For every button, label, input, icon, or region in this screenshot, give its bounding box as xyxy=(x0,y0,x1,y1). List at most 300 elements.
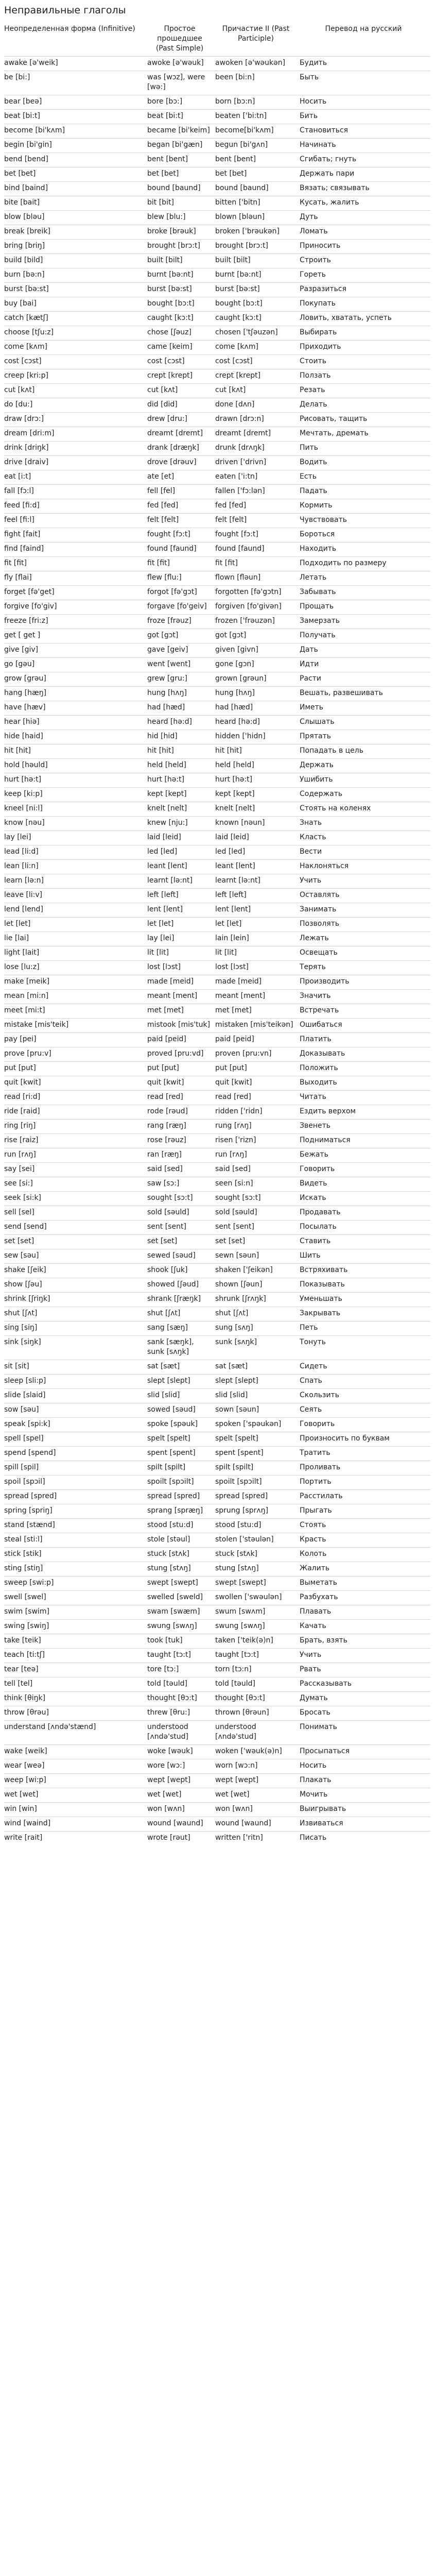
cell-translation: Портить xyxy=(300,1478,332,1486)
cell-infinitive: drink [driŋk] xyxy=(4,444,49,452)
cell-translation: Сеять xyxy=(300,1405,322,1414)
table-row xyxy=(4,802,430,817)
cell-past-simple: forgave [fo'geiv] xyxy=(147,602,207,611)
cell-translation: Красть xyxy=(300,1535,326,1544)
cell-past-simple: came [keim] xyxy=(147,343,193,351)
cell-past-participle: begun [bi'gʌn] xyxy=(215,141,268,149)
cell-past-participle: led [led] xyxy=(215,848,246,856)
cell-translation: Колоть xyxy=(300,1550,327,1558)
cell-infinitive: swell [swel] xyxy=(4,1593,46,1601)
cell-infinitive: pay [pei] xyxy=(4,1035,37,1043)
cell-past-simple: found [faund] xyxy=(147,545,197,553)
table-row xyxy=(4,629,430,643)
cell-translation: Прыгать xyxy=(300,1506,332,1515)
table-row xyxy=(4,918,430,932)
cell-past-participle: slid [slid] xyxy=(215,1391,248,1399)
cell-infinitive: throw [θrəu] xyxy=(4,1708,49,1717)
cell-translation: Гореть xyxy=(300,270,326,279)
cell-past-simple: fit [fit] xyxy=(147,559,170,567)
cell-infinitive: sow [səu] xyxy=(4,1405,39,1414)
cell-infinitive: quit [kwit] xyxy=(4,1078,41,1087)
cell-past-simple: sprang [spræŋ] xyxy=(147,1506,203,1515)
cell-past-participle: mistaken [mis'teikən] xyxy=(215,1021,293,1029)
cell-infinitive: spoil [spɔil] xyxy=(4,1478,45,1486)
cell-translation: Тратить xyxy=(300,1449,330,1457)
table-row xyxy=(4,1832,430,1846)
cell-translation: Брать, взять xyxy=(300,1636,347,1645)
table-row xyxy=(4,831,430,845)
table-row xyxy=(4,297,430,312)
cell-past-simple: swung [swʌŋ] xyxy=(147,1622,197,1630)
cell-infinitive: hide [haid] xyxy=(4,732,43,740)
table-row xyxy=(4,1605,430,1620)
cell-translation: Вести xyxy=(300,848,322,856)
cell-past-simple: sank [sæŋk], sunk [sʌŋk] xyxy=(147,1338,194,1356)
cell-infinitive: shake [ʃeik] xyxy=(4,1266,46,1274)
cell-translation: Извиваться xyxy=(300,1819,343,1827)
cell-past-simple: led [led] xyxy=(147,848,178,856)
table-row xyxy=(4,528,430,543)
cell-infinitive: hit [hit] xyxy=(4,747,31,755)
cell-infinitive: make [meik] xyxy=(4,977,50,986)
cell-translation: Говорить xyxy=(300,1420,335,1428)
table-row xyxy=(4,1336,430,1360)
cell-past-participle: sunk [sʌŋk] xyxy=(215,1338,257,1346)
cell-past-participle: wept [wept] xyxy=(215,1776,259,1784)
cell-infinitive: become [bi'kʌm] xyxy=(4,126,65,134)
cell-past-participle: worn [wɔ:n] xyxy=(215,1761,258,1770)
cell-past-simple: bet [bet] xyxy=(147,170,179,178)
cell-infinitive: read [ri:d] xyxy=(4,1093,41,1101)
cell-translation: Ушибить xyxy=(300,775,333,784)
cell-past-simple: bit [bit] xyxy=(147,198,174,207)
cell-past-participle: taught [tɔ:t] xyxy=(215,1651,259,1659)
cell-past-participle: fought [fɔ:t] xyxy=(215,530,258,538)
cell-translation: Выходить xyxy=(300,1078,337,1087)
cell-infinitive: break [breik] xyxy=(4,227,50,235)
table-row xyxy=(4,730,430,744)
cell-translation: Выбирать xyxy=(300,328,337,336)
cell-past-participle: heard [hə:d] xyxy=(215,718,260,726)
table-row xyxy=(4,1759,430,1774)
table-row xyxy=(4,1062,430,1076)
table-row xyxy=(4,1418,430,1432)
cell-translation: Искать xyxy=(300,1194,326,1202)
table-row xyxy=(4,817,430,831)
cell-translation: Делать xyxy=(300,400,327,409)
cell-past-participle: drunk [drʌŋk] xyxy=(215,444,265,452)
cell-past-simple: built [bilt] xyxy=(147,256,183,264)
cell-past-simple: rose [rəuz] xyxy=(147,1136,186,1144)
cell-past-participle: let [let] xyxy=(215,920,242,928)
cell-past-participle: swollen ['swəulən] xyxy=(215,1593,282,1601)
table-row xyxy=(4,1677,430,1692)
cell-translation: Стоять на коленях xyxy=(300,804,371,812)
cell-past-participle: given [givn] xyxy=(215,646,258,654)
cell-past-participle: wound [waund] xyxy=(215,1819,271,1827)
cell-past-simple: fed [fed] xyxy=(147,501,179,510)
cell-past-simple: heard [hə:d] xyxy=(147,718,192,726)
table-row xyxy=(4,1519,430,1533)
table-header-row xyxy=(4,23,430,57)
cell-past-participle: sat [sæt] xyxy=(215,1362,248,1370)
cell-infinitive: slide [slaid] xyxy=(4,1391,46,1399)
cell-infinitive: find [faind] xyxy=(4,545,44,553)
cell-past-simple: ate [et] xyxy=(147,472,175,481)
cell-translation: Стоять xyxy=(300,1521,326,1529)
cell-translation: Расстилать xyxy=(300,1492,343,1500)
cell-past-simple: slid [slid] xyxy=(147,1391,180,1399)
cell-infinitive: sing [siŋ] xyxy=(4,1324,38,1332)
cell-translation: Прощать xyxy=(300,602,334,611)
cell-past-simple: began [bi'gæn] xyxy=(147,141,203,149)
table-row xyxy=(4,946,430,961)
cell-past-participle: put [put] xyxy=(215,1064,247,1072)
cell-past-participle: driven ['drivn] xyxy=(215,458,267,466)
cell-past-participle: hurt [hə:t] xyxy=(215,775,253,784)
cell-past-simple: blew [blu:] xyxy=(147,213,186,221)
table-row xyxy=(4,398,430,413)
cell-past-participle: born [bɔ:n] xyxy=(215,97,255,106)
cell-past-simple: taught [tɔ:t] xyxy=(147,1651,191,1659)
cell-infinitive: stick [stik] xyxy=(4,1550,42,1558)
cell-past-simple: awoke [ə'wəuk] xyxy=(147,59,204,67)
table-row xyxy=(4,1817,430,1832)
cell-translation: Посылать xyxy=(300,1223,337,1231)
cell-translation: Получать xyxy=(300,631,336,639)
cell-translation: Пить xyxy=(300,444,319,452)
cell-past-simple: grew [gru:] xyxy=(147,674,188,683)
cell-past-participle: forgiven [fo'givən] xyxy=(215,602,282,611)
cell-past-participle: grown [grəun] xyxy=(215,674,267,683)
table-row xyxy=(4,1403,430,1418)
cell-infinitive: tell [tel] xyxy=(4,1680,33,1688)
cell-translation: Ловить, хватать, успеть xyxy=(300,314,392,322)
cell-infinitive: grow [grəu] xyxy=(4,674,46,683)
table-row xyxy=(4,1177,430,1192)
cell-past-participle: sewn [səun] xyxy=(215,1251,259,1260)
cell-past-participle: eaten ['i:tn] xyxy=(215,472,258,481)
cell-past-simple: proved [pru:vd] xyxy=(147,1049,204,1058)
cell-translation: Освещать xyxy=(300,948,338,957)
table-row xyxy=(4,124,430,139)
cell-infinitive: light [lait] xyxy=(4,948,40,957)
cell-translation: Показывать xyxy=(300,1280,345,1289)
cell-infinitive: let [let] xyxy=(4,920,31,928)
cell-past-participle: shut [ʃʌt] xyxy=(215,1309,249,1317)
table-row xyxy=(4,1307,430,1321)
cell-past-participle: caught [kɔ:t] xyxy=(215,314,261,322)
cell-past-simple: fell [fel] xyxy=(147,487,176,495)
cell-infinitive: build [bild] xyxy=(4,256,43,264)
table-row xyxy=(4,1389,430,1403)
cell-past-simple: got [gɔt] xyxy=(147,631,179,639)
cell-translation: Говорить xyxy=(300,1165,335,1173)
cell-past-simple: drew [dru:] xyxy=(147,415,188,423)
cell-past-simple: mistook [mis'tuk] xyxy=(147,1021,211,1029)
cell-past-simple: stood [stu:d] xyxy=(147,1521,194,1529)
cell-past-simple: ran [ræŋ] xyxy=(147,1150,182,1159)
cell-past-simple: forgot [fə'gɔt] xyxy=(147,588,197,596)
cell-infinitive: eat [i:t] xyxy=(4,472,31,481)
cell-past-simple: spilt [spilt] xyxy=(147,1463,186,1471)
table-row xyxy=(4,1221,430,1235)
cell-past-participle: been [bi:n] xyxy=(215,73,255,81)
table-row xyxy=(4,413,430,427)
cell-past-participle: shrunk [ʃrʌŋk] xyxy=(215,1295,266,1303)
cell-past-participle: thought [θɔ:t] xyxy=(215,1694,265,1702)
cell-infinitive: spend [spend] xyxy=(4,1449,56,1457)
cell-infinitive: bet [bet] xyxy=(4,170,36,178)
table-row xyxy=(4,1375,430,1389)
cell-infinitive: cost [cɔst] xyxy=(4,357,42,365)
cell-translation: Видеть xyxy=(300,1179,327,1188)
cell-infinitive: feel [fi:l] xyxy=(4,516,34,524)
cell-past-participle: chosen ['tʃəuzən] xyxy=(215,328,278,336)
cell-translation: Чувствовать xyxy=(300,516,347,524)
cell-translation: Звенеть xyxy=(300,1122,331,1130)
header-past-simple: Простое прошедшее (Past Simple) xyxy=(155,25,204,53)
cell-past-participle: fallen ['fɔ:lən] xyxy=(215,487,265,495)
cell-translation: Занимать xyxy=(300,905,337,913)
cell-infinitive: write [rait] xyxy=(4,1834,43,1842)
cell-past-participle: dreamt [dremt] xyxy=(215,429,271,437)
table-row xyxy=(4,1447,430,1461)
cell-translation: Понимать xyxy=(300,1723,337,1731)
cell-infinitive: steal [sti:l] xyxy=(4,1535,43,1544)
cell-infinitive: hurt [hə:t] xyxy=(4,775,42,784)
cell-infinitive: keep [ki:p] xyxy=(4,790,43,798)
cell-past-participle: crept [krept] xyxy=(215,371,261,380)
cell-past-participle: bent [bent] xyxy=(215,155,256,163)
cell-past-participle: sprung [sprʌŋ] xyxy=(215,1506,269,1515)
cell-translation: Носить xyxy=(300,1761,327,1770)
cell-infinitive: mean [mi:n] xyxy=(4,992,49,1000)
table-row xyxy=(4,211,430,225)
cell-past-simple: spoilt [spɔilt] xyxy=(147,1478,194,1486)
cell-translation: Слышать xyxy=(300,718,335,726)
cell-past-simple: thought [θɔ:t] xyxy=(147,1694,197,1702)
cell-translation: Рвать xyxy=(300,1665,321,1673)
cell-past-participle: built [bilt] xyxy=(215,256,251,264)
table-row xyxy=(4,499,430,514)
table-row xyxy=(4,773,430,788)
cell-past-participle: lent [lent] xyxy=(215,905,251,913)
cell-translation: Становиться xyxy=(300,126,348,134)
table-row xyxy=(4,788,430,802)
cell-translation: Спать xyxy=(300,1377,322,1385)
table-row xyxy=(4,600,430,615)
cell-past-participle: torn [tɔ:n] xyxy=(215,1665,252,1673)
cell-past-simple: became [bi'keim] xyxy=(147,126,210,134)
cell-past-participle: meant [ment] xyxy=(215,992,266,1000)
header-past-participle: Причастие II (Past Participle) xyxy=(222,25,290,43)
cell-past-participle: spoilt [spɔilt] xyxy=(215,1478,262,1486)
cell-translation: Уменьшать xyxy=(300,1295,342,1303)
table-row xyxy=(4,932,430,946)
cell-translation: Доказывать xyxy=(300,1049,345,1058)
cell-infinitive: see [si:] xyxy=(4,1179,33,1188)
cell-past-simple: quit [kwit] xyxy=(147,1078,184,1087)
cell-translation: Писать xyxy=(300,1834,327,1842)
cell-infinitive: catch [kætʃ] xyxy=(4,314,48,322)
cell-infinitive: sew [səu] xyxy=(4,1251,39,1260)
cell-translation: Разбухать xyxy=(300,1593,338,1601)
table-row xyxy=(4,1019,430,1033)
table-row xyxy=(4,1803,430,1817)
cell-past-participle: awoken [ə'wəukən] xyxy=(215,59,286,67)
table-row xyxy=(4,1206,430,1221)
cell-past-simple: swept [swept] xyxy=(147,1579,198,1587)
table-row xyxy=(4,57,430,71)
cell-past-simple: froze [frəuz] xyxy=(147,617,191,625)
table-row xyxy=(4,1004,430,1019)
cell-past-simple: sowed [səud] xyxy=(147,1405,196,1414)
cell-past-simple: wept [wept] xyxy=(147,1776,191,1784)
cell-past-participle: read [red] xyxy=(215,1093,251,1101)
cell-translation: Дуть xyxy=(300,213,318,221)
cell-past-participle: known [nəun] xyxy=(215,819,265,827)
cell-past-simple: wrote [rəut] xyxy=(147,1834,190,1842)
cell-past-simple: sought [sɔ:t] xyxy=(147,1194,193,1202)
cell-infinitive: fall [fɔ:l] xyxy=(4,487,34,495)
table-row xyxy=(4,1105,430,1120)
cell-translation: Замерзать xyxy=(300,617,340,625)
table-row xyxy=(4,889,430,903)
cell-past-simple: rang [ræŋ] xyxy=(147,1122,186,1130)
cell-infinitive: sink [siŋk] xyxy=(4,1338,41,1346)
table-row xyxy=(4,1264,430,1278)
table-row xyxy=(4,1692,430,1706)
cell-infinitive: freeze [fri:z] xyxy=(4,617,48,625)
cell-infinitive: tear [teə] xyxy=(4,1665,39,1673)
cell-infinitive: seek [si:k] xyxy=(4,1194,42,1202)
cell-past-simple: spoke [spəuk] xyxy=(147,1420,198,1428)
table-row xyxy=(4,196,430,211)
table-row xyxy=(4,1321,430,1336)
table-row xyxy=(4,153,430,167)
cell-past-simple: bought [bɔ:t] xyxy=(147,299,195,308)
cell-past-participle: hit [hit] xyxy=(215,747,242,755)
cell-translation: Оставлять xyxy=(300,891,340,899)
cell-infinitive: forget [fə'get] xyxy=(4,588,55,596)
table-row xyxy=(4,744,430,759)
cell-infinitive: buy [bai] xyxy=(4,299,37,308)
cell-past-participle: spent [spent] xyxy=(215,1449,264,1457)
cell-past-participle: stuck [stʌk] xyxy=(215,1550,258,1558)
cell-past-simple: caught [kɔ:t] xyxy=(147,314,194,322)
cell-past-participle: brought [brɔ:t] xyxy=(215,242,268,250)
table-row xyxy=(4,283,430,297)
table-row xyxy=(4,1148,430,1163)
cell-past-simple: cost [cɔst] xyxy=(147,357,185,365)
cell-translation: Летать xyxy=(300,573,327,582)
cell-infinitive: draw [drɔ:] xyxy=(4,415,44,423)
cell-past-simple: let [let] xyxy=(147,920,174,928)
cell-infinitive: awake [ə'weik] xyxy=(4,59,58,67)
cell-translation: Держать xyxy=(300,761,334,769)
cell-infinitive: understand [ʌndə'stænd] xyxy=(4,1723,96,1731)
cell-translation: Жалить xyxy=(300,1564,330,1572)
cell-infinitive: lend [lend] xyxy=(4,905,43,913)
cell-translation: Наклоняться xyxy=(300,862,349,870)
table-row xyxy=(4,1134,430,1148)
cell-past-simple: shrank [ʃræŋk] xyxy=(147,1295,201,1303)
cell-infinitive: wake [weik] xyxy=(4,1747,47,1755)
cell-past-simple: wet [wet] xyxy=(147,1790,182,1799)
cell-translation: Иметь xyxy=(300,703,324,711)
cell-past-simple: sewed [səud] xyxy=(147,1251,196,1260)
cell-translation: Приходить xyxy=(300,343,341,351)
cell-past-participle: held [held] xyxy=(215,761,254,769)
table-row xyxy=(4,1432,430,1447)
cell-past-participle: forgotten [fə'gɔtn] xyxy=(215,588,282,596)
table-row xyxy=(4,586,430,600)
cell-translation: Кусать, жалить xyxy=(300,198,359,207)
table-row xyxy=(4,1774,430,1788)
cell-translation: Думать xyxy=(300,1694,328,1702)
cell-past-participle: sought [sɔ:t] xyxy=(215,1194,261,1202)
cell-past-participle: learnt [lə:nt] xyxy=(215,876,260,885)
cell-past-simple: shut [ʃʌt] xyxy=(147,1309,181,1317)
cell-past-participle: cut [kʌt] xyxy=(215,386,246,394)
table-row xyxy=(4,1120,430,1134)
cell-past-participle: come [kʌm] xyxy=(215,343,258,351)
cell-translation: Ломать xyxy=(300,227,328,235)
cell-infinitive: win [win] xyxy=(4,1805,37,1813)
table-row xyxy=(4,456,430,470)
table-row xyxy=(4,1476,430,1490)
cell-past-participle: sung [sʌŋ] xyxy=(215,1324,253,1332)
table-row xyxy=(4,442,430,456)
cell-past-participle: bitten ['bitn] xyxy=(215,198,260,207)
cell-past-participle: knelt [nelt] xyxy=(215,804,255,812)
cell-translation: Водить xyxy=(300,458,327,466)
table-row xyxy=(4,355,430,369)
cell-translation: Плавать xyxy=(300,1607,332,1616)
cell-past-participle: beaten ['bi:tn] xyxy=(215,112,267,120)
cell-past-simple: set [set] xyxy=(147,1237,178,1245)
cell-infinitive: bind [baind] xyxy=(4,184,48,192)
cell-translation: Ошибаться xyxy=(300,1021,342,1029)
cell-infinitive: weep [wi:p] xyxy=(4,1776,46,1784)
cell-infinitive: get [ get ] xyxy=(4,631,41,639)
table-row xyxy=(4,860,430,874)
cell-infinitive: blow [bləu] xyxy=(4,213,45,221)
cell-past-participle: drawn [drɔ:n] xyxy=(215,415,264,423)
cell-past-simple: won [wʌn] xyxy=(147,1805,185,1813)
cell-past-simple: lit [lit] xyxy=(147,948,169,957)
cell-past-participle: won [wʌn] xyxy=(215,1805,253,1813)
cell-past-simple: had [hæd] xyxy=(147,703,185,711)
cell-infinitive: wet [wet] xyxy=(4,1790,39,1799)
cell-translation: Вязать; связывать xyxy=(300,184,370,192)
cell-past-participle: broken ['brəukən] xyxy=(215,227,280,235)
cell-translation: Положить xyxy=(300,1064,338,1072)
table-row xyxy=(4,615,430,629)
cell-past-simple: cut [kʌt] xyxy=(147,386,178,394)
cell-past-participle: had [hæd] xyxy=(215,703,253,711)
cell-past-participle: stung [stʌŋ] xyxy=(215,1564,259,1572)
cell-infinitive: bear [beə] xyxy=(4,97,42,106)
table-row xyxy=(4,254,430,268)
cell-past-participle: burst [bə:st] xyxy=(215,285,260,293)
cell-infinitive: say [sei] xyxy=(4,1165,35,1173)
cell-translation: Производить xyxy=(300,977,350,986)
table-row xyxy=(4,1577,430,1591)
cell-translation: Содержать xyxy=(300,790,343,798)
cell-past-simple: knew [nju:] xyxy=(147,819,188,827)
